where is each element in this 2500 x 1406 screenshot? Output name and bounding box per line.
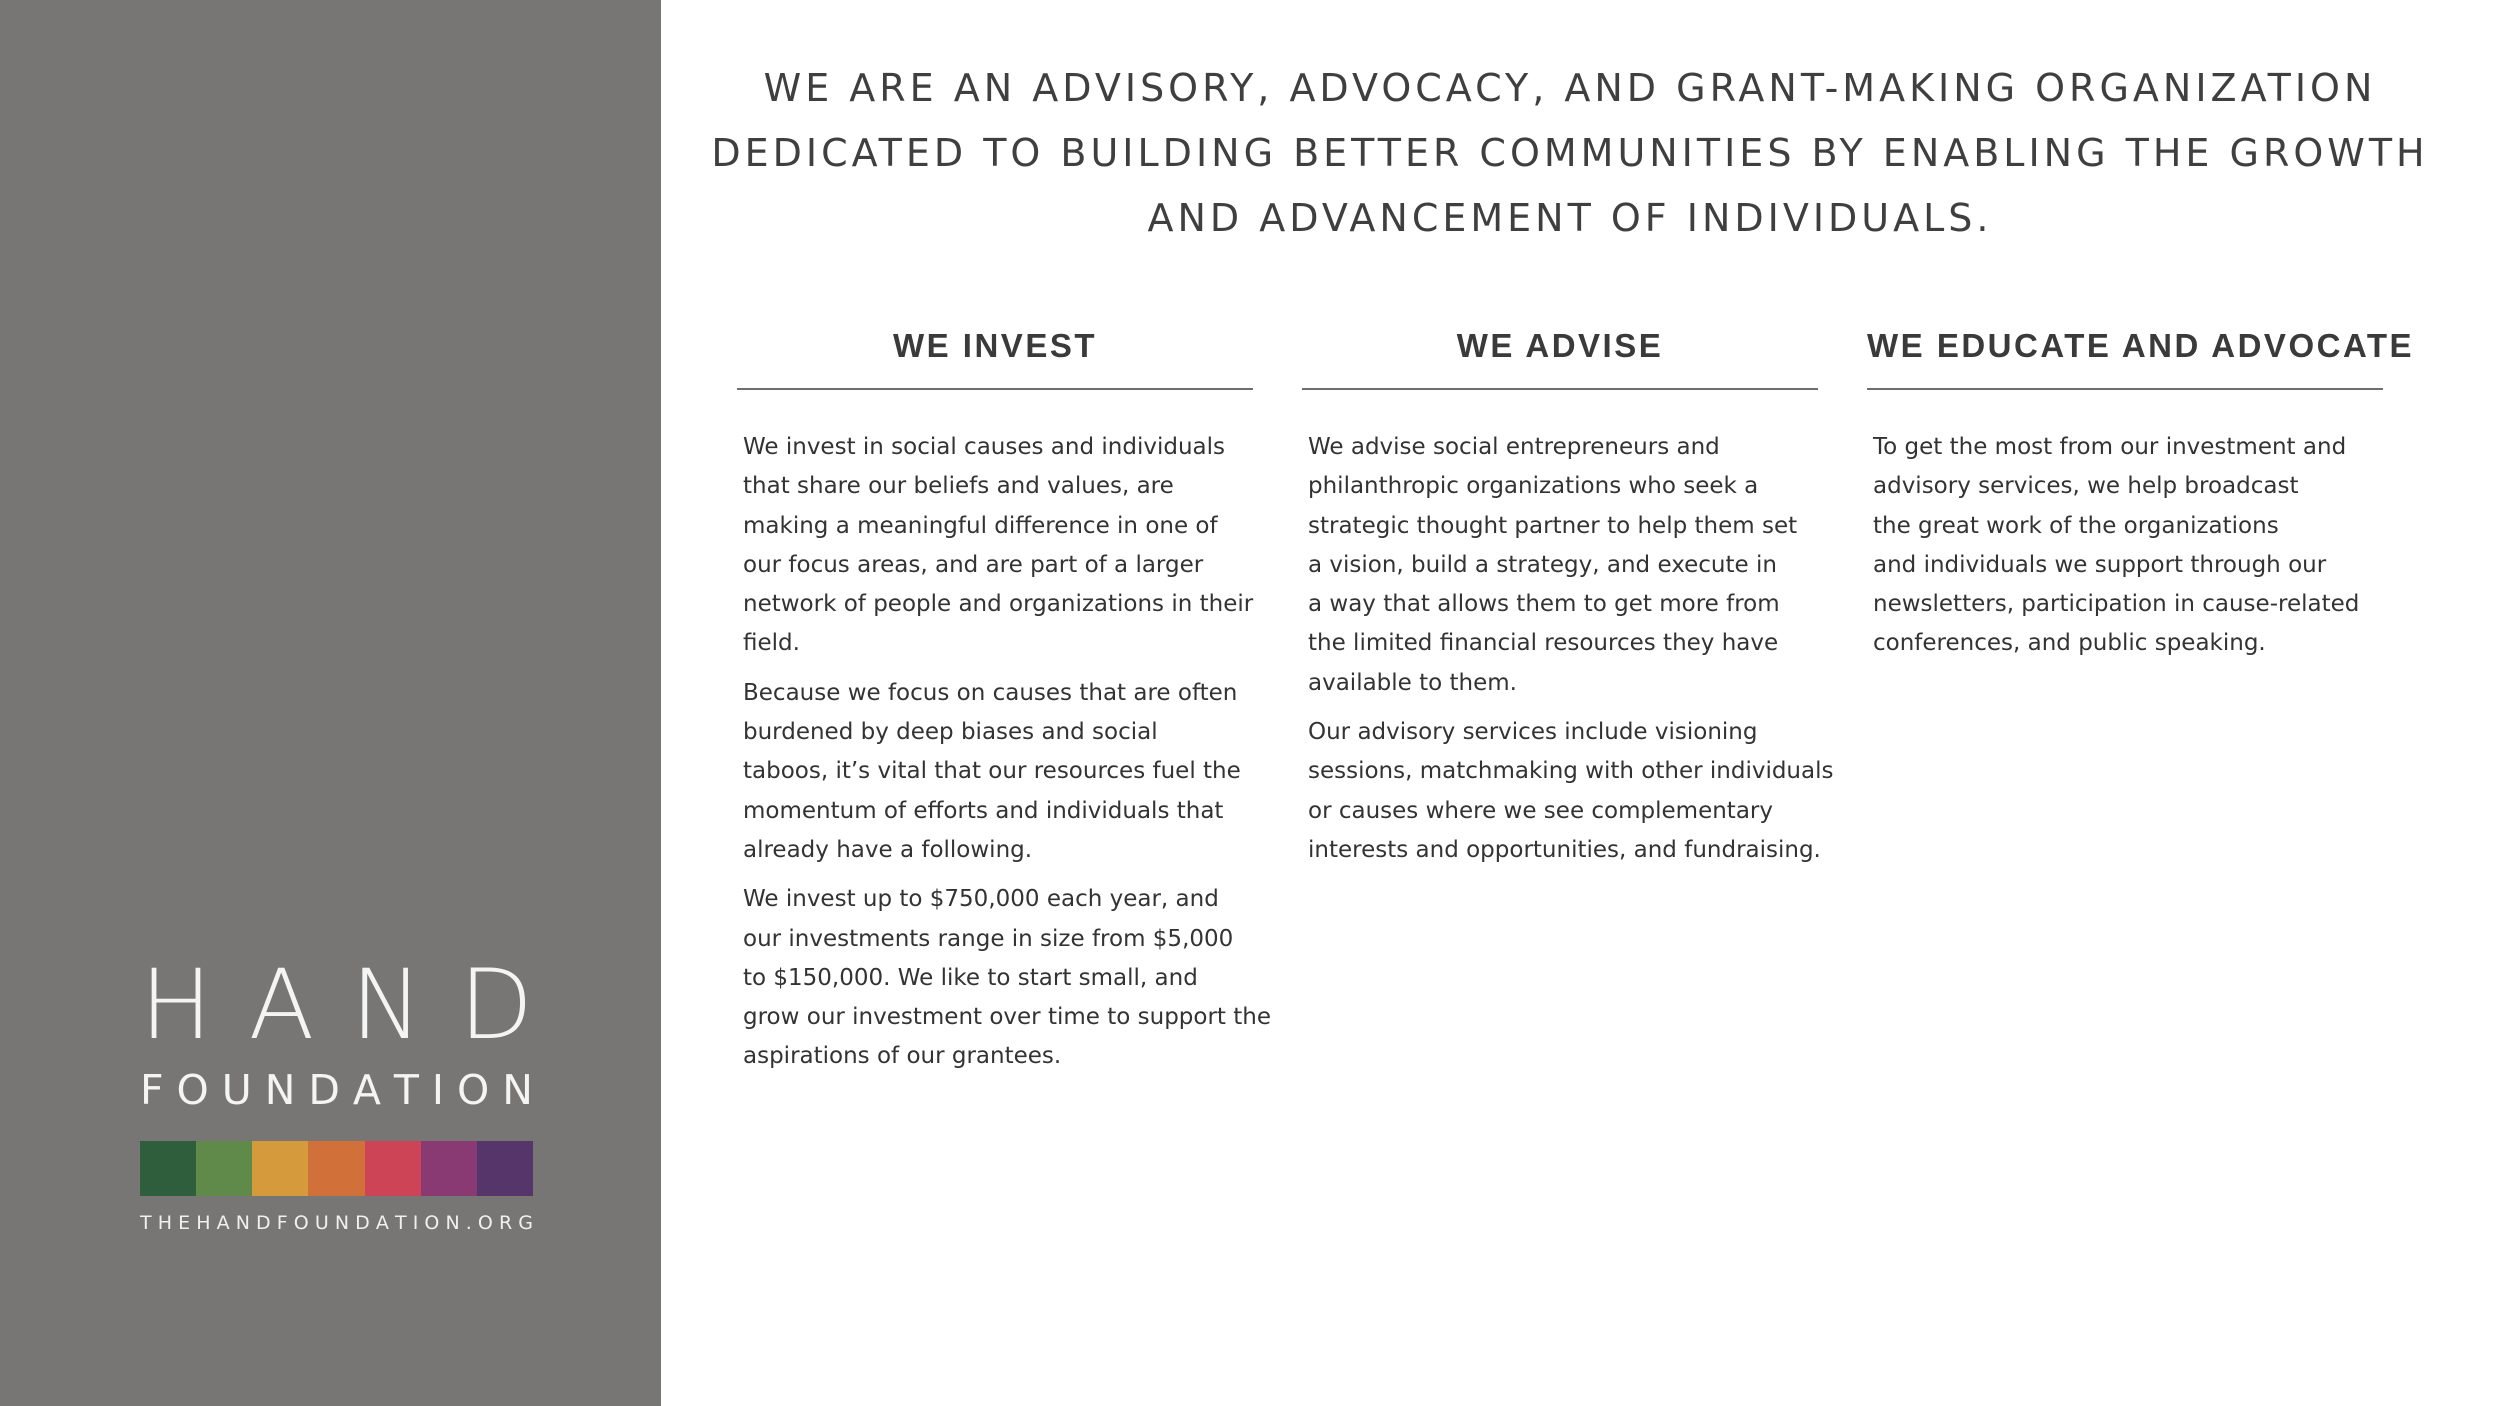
column-paragraph <box>1873 428 2383 664</box>
logo-letter: T <box>394 1212 407 1234</box>
logo-letter: D <box>308 1066 340 1114</box>
logo-letter: N <box>334 1212 350 1234</box>
column-paragraph <box>743 880 1271 1076</box>
brand-logo <box>140 949 533 1236</box>
sidebar <box>0 0 661 1406</box>
logo-letter: T <box>140 1212 152 1234</box>
paragraph-line: interests and opportunities, and fundraising. <box>1308 836 1821 863</box>
logo-letter: O <box>176 1066 209 1114</box>
paragraph-line: philanthropic organizations who seek a <box>1308 473 1759 500</box>
logo-letter: T <box>393 1066 419 1114</box>
column-body <box>737 428 1271 1077</box>
paragraph-line: network of people and organizations in their <box>743 591 1254 618</box>
logo-letter: N <box>502 1066 533 1114</box>
logo-letter: A <box>352 1066 381 1114</box>
column-paragraph <box>743 428 1253 664</box>
paragraph-line: our investments range in size from $5,000 <box>743 925 1234 952</box>
column-divider <box>737 388 1253 390</box>
color-swatch <box>421 1141 477 1196</box>
paragraph-line: field. <box>743 630 800 657</box>
paragraph-line: We advise social entrepreneurs and <box>1308 434 1720 460</box>
paragraph-line: We invest in social causes and individuals <box>743 434 1225 460</box>
color-swatch <box>196 1141 252 1196</box>
paragraph-line: newsletters, participation in cause-related <box>1873 591 2360 618</box>
logo-letter: N <box>445 1212 460 1234</box>
logo-letter: O <box>477 1212 493 1234</box>
paragraph-line: To get the most from our investment and <box>1873 434 2347 460</box>
logo-letter: D <box>355 1212 370 1234</box>
logo-letter: I <box>431 1066 445 1114</box>
paragraph-line: sessions, matchmaking with other individuals <box>1308 758 1834 785</box>
logo-letter: D <box>459 949 533 1061</box>
paragraph-line: Because we focus on causes that are often <box>743 679 1238 706</box>
paragraph-line: advisory services, we help broadcast <box>1873 473 2299 500</box>
headline-line: WE ARE AN ADVISORY, ADVOCACY, AND GRANT-MAKING ORGANIZATION <box>763 66 2377 110</box>
paragraph-line: a way that allows them to get more from <box>1308 591 1780 618</box>
logo-letter: N <box>264 1066 296 1114</box>
logo-letter: O <box>293 1212 309 1234</box>
column-title: WE EDUCATE AND ADVOCATE <box>1867 327 2414 364</box>
logo-letter: R <box>498 1212 513 1234</box>
mission-headline <box>700 56 2440 251</box>
logo-letter: H <box>157 1212 172 1234</box>
logo-letter: . <box>465 1212 472 1234</box>
logo-letter: G <box>518 1212 533 1234</box>
website-url <box>140 1212 533 1236</box>
column-we-educate-and-advocate <box>1867 320 2414 674</box>
column-paragraph <box>743 674 1253 870</box>
paragraph-line: aspirations of our grantees. <box>743 1043 1062 1070</box>
paragraph-line: We invest up to $750,000 each year, and <box>743 886 1219 913</box>
paragraph-line: already have a following. <box>743 836 1033 863</box>
logo-letter: U <box>314 1212 329 1234</box>
paragraph-line: making a meaningful difference in one of <box>743 512 1218 539</box>
column-body <box>1302 428 1834 870</box>
logo-color-bar <box>140 1141 533 1196</box>
logo-letter: O <box>424 1212 440 1234</box>
column-title: WE ADVISE <box>1456 327 1664 364</box>
logo-letter: D <box>256 1212 271 1234</box>
logo-letter: A <box>248 949 315 1061</box>
paragraph-line: strategic thought partner to help them set <box>1308 512 1798 539</box>
paragraph-line: taboos, it’s vital that our resources fuel the <box>743 758 1241 785</box>
color-swatch <box>140 1141 196 1196</box>
column-divider <box>1867 388 2383 390</box>
paragraph-line: a vision, build a strategy, and execute in <box>1308 551 1777 578</box>
logo-wordmark-hand <box>140 949 533 1061</box>
paragraph-line: our focus areas, and are part of a larger <box>743 551 1204 578</box>
logo-letter: N <box>350 949 423 1061</box>
paragraph-line: that share our beliefs and values, are <box>743 473 1174 500</box>
paragraph-line: momentum of efforts and individuals that <box>743 797 1224 824</box>
column-we-advise <box>1302 320 1834 880</box>
logo-letter: O <box>456 1066 490 1114</box>
headline-line: DEDICATED TO BUILDING BETTER COMMUNITIES BY ENABLING THE GROWTH <box>711 131 2429 175</box>
logo-letter: A <box>216 1212 230 1234</box>
column-paragraph <box>1308 428 1818 703</box>
color-swatch <box>308 1141 364 1196</box>
logo-letter: I <box>412 1212 419 1234</box>
paragraph-line: burdened by deep biases and social <box>743 719 1158 746</box>
logo-wordmark-foundation <box>140 1067 533 1113</box>
column-title: WE INVEST <box>892 327 1098 364</box>
logo-letter: E <box>178 1212 191 1234</box>
column-body <box>1867 428 2383 664</box>
logo-letter: F <box>276 1212 288 1234</box>
logo-letter: H <box>196 1212 211 1234</box>
column-we-invest <box>737 320 1271 1087</box>
color-swatch <box>252 1141 308 1196</box>
paragraph-line: grow our investment over time to support the <box>743 1004 1271 1031</box>
logo-letter: H <box>140 949 213 1061</box>
paragraph-line: Our advisory services include visioning <box>1308 719 1758 746</box>
color-swatch <box>477 1141 533 1196</box>
paragraph-line: or causes where we see complementary <box>1308 797 1773 824</box>
logo-letter: F <box>140 1066 164 1114</box>
logo-letter: A <box>375 1212 389 1234</box>
paragraph-line: the great work of the organizations <box>1873 512 2279 539</box>
paragraph-line: the limited financial resources they have <box>1308 630 1779 657</box>
color-swatch <box>365 1141 421 1196</box>
logo-letter: U <box>221 1066 252 1114</box>
column-divider <box>1302 388 1818 390</box>
column-paragraph <box>1308 713 1834 870</box>
paragraph-line: conferences, and public speaking. <box>1873 630 2266 657</box>
logo-letter: N <box>235 1212 250 1234</box>
paragraph-line: and individuals we support through our <box>1873 551 2327 578</box>
paragraph-line: to $150,000. We like to start small, and <box>743 964 1198 991</box>
headline-line: AND ADVANCEMENT OF INDIVIDUALS. <box>1147 196 1993 240</box>
paragraph-line: available to them. <box>1308 669 1517 696</box>
